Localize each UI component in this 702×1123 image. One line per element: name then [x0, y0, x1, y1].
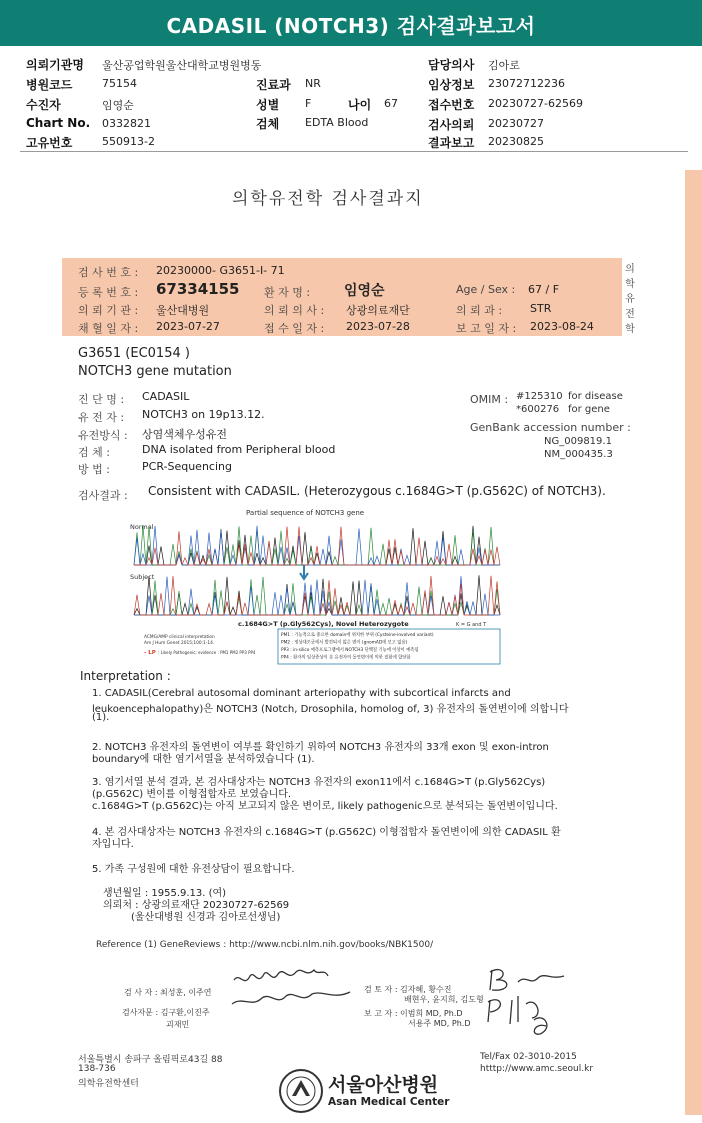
sample-label: 검 체 :: [78, 446, 110, 459]
result-label: 검사결과 :: [78, 489, 128, 502]
interp-3c: c.1684G>T (p.G562C)는 아직 보고되지 않은 변이로, likely pathogenic으로 분석되는 돌연변이입니다.: [92, 801, 558, 812]
collect-label: 채 혈 일 자 :: [78, 322, 139, 335]
uid-value: 550913-2: [102, 135, 155, 148]
address-3: 의학유전학센터: [78, 1079, 139, 1089]
agesex-value: 67 / F: [528, 283, 560, 296]
patient-name-value: 임영순: [344, 283, 385, 299]
patient-label: 수진자: [26, 98, 61, 112]
test-code: G3651 (EC0154 ): [78, 346, 190, 361]
report-title: CADASIL (NOTCH3) 검사결과보고서: [166, 14, 536, 38]
doctor-value: 김아로: [488, 59, 520, 72]
receive-value: 2023-07-28: [346, 320, 410, 333]
figure-legend: K = G and T: [456, 622, 487, 628]
tester: 검 사 자 : 최성훈, 이주연: [124, 988, 212, 997]
normal-label: Normal: [130, 523, 154, 531]
acmg-reference: Am J Hum Genet 2015;100:1-14.: [144, 641, 215, 646]
code-value: 75154: [102, 77, 137, 90]
genbank-2: NM_000435.3: [544, 449, 613, 460]
method-label: 방 법 :: [78, 463, 110, 476]
evidence-pm1: PM1 : 기능적으로 중요한 domain에 위치한 부위 (Cysteine-involved variant): [281, 633, 434, 638]
inst-value: 울산공업학원울산대학교병원병동: [102, 59, 262, 72]
method-value: PCR-Sequencing: [142, 460, 232, 473]
header-divider: [20, 151, 688, 152]
dept-label: 진료과: [256, 78, 291, 92]
reviewer-2: 배현우, 윤지희, 김도형: [404, 995, 484, 1004]
adviser-1: 검사자문 : 김구환,이진주: [122, 1008, 210, 1017]
request-label: 검사의뢰: [428, 118, 475, 132]
gene-value: NOTCH3 on 19p13.12.: [142, 408, 265, 421]
dx-value: CADASIL: [142, 390, 190, 403]
report-value: 20230825: [488, 135, 544, 148]
dx-label: 진 단 명 :: [78, 393, 125, 406]
doc-dept-value: STR: [530, 302, 552, 315]
omim-gene-note: for gene: [568, 404, 610, 415]
sex-label: 성별: [256, 98, 280, 112]
tel-fax: Tel/Fax 02-3010-2015: [480, 1052, 577, 1062]
side-label: 의학유전학: [625, 264, 635, 335]
evidence-pp4: PP4 : 환자의 임상증상이 본 유전자의 돌연변이에 의한 질환에 합당함: [281, 655, 411, 661]
requester: 의뢰처 : 상광의료재단 20230727-62569: [103, 900, 290, 911]
specimen-label: 검체: [256, 117, 280, 131]
reviewer-1: 검 토 자 : 김자혜, 황수진: [364, 985, 452, 994]
request-value: 20230727: [488, 117, 544, 130]
interp-1c: (1).: [92, 712, 110, 723]
address-1: 서울특별시 송파구 올림픽로43길 88: [78, 1055, 223, 1065]
interp-1b: leukoencephalopathy)은 NOTCH3 (Notch, Drosophila, homolog of, 3) 유전자의 돌연변이에 의합니다: [92, 704, 569, 715]
doc-inst-value: 울산대병원: [156, 304, 210, 317]
chart-value: 0332821: [102, 117, 151, 130]
subject-label: Subject: [130, 573, 155, 581]
adviser-2: 괴재민: [166, 1020, 190, 1029]
interpretation-title: Interpretation :: [80, 669, 171, 683]
patient-name-label: 환 자 명 :: [264, 286, 311, 299]
doc-title: 의학유전학 검사결과지: [232, 189, 424, 209]
clinical-label: 임상정보: [428, 78, 475, 92]
receipt-label: 접수번호: [428, 98, 475, 112]
receipt-value: 20230727-62569: [488, 97, 583, 110]
requester-detail: (울산대병원 신경과 김아로선생님): [131, 912, 281, 923]
agesex-label: Age / Sex :: [456, 283, 516, 296]
omim-gene: *600276: [516, 404, 560, 415]
doctor-label: 담당의사: [428, 58, 475, 72]
evidence-pp3: PP3 : in-silico 예측프로그램에서 NOTCH3 단백질 기능에 이상이 예측됨: [281, 648, 419, 653]
sequence-figure: [128, 505, 504, 665]
figure-caption: c.1684G>T (p.Gly562Cys), Novel Heterozygote: [238, 620, 409, 628]
interp-4b: 자입니다.: [92, 839, 134, 850]
inherit-label: 유전방식 :: [78, 429, 128, 442]
interp-5: 5. 가족 구성원에 대한 유전상담이 필요합니다.: [92, 864, 295, 875]
lp-evidence: : Likely Pathogenic; evidence : PM1 PM2 PP3 PP4: [158, 650, 256, 655]
birth-date: 생년월일 : 1955.9.13. (여): [103, 888, 227, 899]
clinical-value: 23072712236: [488, 77, 565, 90]
reg-no-label: 등 록 번 호 :: [78, 286, 139, 299]
subject-trace: [134, 575, 500, 615]
gene-label: 유 전 자 :: [78, 411, 125, 424]
sex-value: F: [305, 97, 312, 110]
interp-4a: 4. 본 검사대상자는 NOTCH3 유전자의 c.1684G>T (p.G562C) 이형접합자 돌연변이에 의한 CADASIL 환: [92, 827, 561, 838]
omim-disease-note: for disease: [568, 391, 623, 402]
report-label: 결과보고: [428, 136, 475, 150]
uid-label: 고유번호: [26, 136, 73, 150]
sample-value: DNA isolated from Peripheral blood: [142, 443, 336, 456]
doc-doctor-value: 상광의료재단: [346, 304, 410, 317]
evidence-pm2: PM2 : 정상대조군에서 발견되지 않은 변이 (gnomAD에 보고 없음): [281, 640, 408, 646]
hospital-name-kr: 서울아산병원: [328, 1074, 439, 1096]
doc-report-label: 보 고 일 자 :: [456, 322, 517, 335]
omim-label: OMIM :: [470, 393, 509, 406]
acmg-title: ACMG/AMP clinical interpretation: [144, 635, 215, 640]
genbank-label: GenBank accession number :: [470, 421, 631, 434]
collect-value: 2023-07-27: [156, 320, 220, 333]
reviewer-signature: [474, 960, 574, 1054]
reporter-1: 보 고 자 : 이범희 MD, Ph.D: [364, 1009, 463, 1018]
result-value: Consistent with CADASIL. (Heterozygous c.1684G>T (p.G562C) of NOTCH3).: [148, 484, 606, 498]
interp-3a: 3. 염기서열 분석 결과, 본 검사대상자는 NOTCH3 유전자의 exon11에서 c.1684G>T (p.Gly562Cys): [92, 777, 546, 788]
interp-2a: 2. NOTCH3 유전자의 돌연변이 여부를 확인하기 위하여 NOTCH3 유전자의 33개 exon 및 exon-intron: [92, 742, 549, 753]
specimen-value: EDTA Blood: [305, 116, 369, 129]
reg-no-value: 67334155: [156, 280, 240, 298]
omim-disease: #125310: [516, 391, 563, 402]
hospital-name-en: Asan Medical Center: [328, 1096, 450, 1108]
interp-1a: 1. CADASIL(Cerebral autosomal dominant arteriopathy with subcortical infarcts and: [92, 688, 511, 699]
figure-title: Partial sequence of NOTCH3 gene: [246, 509, 365, 517]
age-value: 67: [384, 97, 398, 110]
patient-value: 임영순: [102, 99, 134, 112]
age-label: 나이: [348, 98, 372, 112]
tester-signature: [230, 962, 370, 1016]
report-title-bar: [0, 0, 702, 46]
dept-value: NR: [305, 77, 321, 90]
test-no-label: 검 사 번 호 :: [78, 266, 139, 279]
receive-label: 접 수 일 자 :: [264, 322, 325, 335]
test-no-value: 20230000- G3651-I- 71: [156, 264, 285, 277]
chart-label: Chart No.: [26, 116, 91, 130]
lp-badge: - LP: [144, 650, 156, 656]
inst-label: 의뢰기관명: [26, 58, 84, 72]
doc-inst-label: 의 뢰 기 관 :: [78, 304, 139, 317]
reference: Reference (1) GeneReviews : http://www.ncbi.nlm.nih.gov/books/NBK1500/: [96, 940, 434, 950]
doc-doctor-label: 의 뢰 의 사 :: [264, 304, 325, 317]
mutation-arrow-icon: [300, 565, 308, 579]
website: htttp://www.amc.seoul.kr: [480, 1064, 594, 1074]
code-label: 병원코드: [26, 78, 73, 92]
interp-3b: (p.G562C) 변이를 이형접합자로 보였습니다.: [92, 789, 292, 800]
doc-dept-label: 의 뢰 과 :: [456, 304, 503, 317]
doc-report-value: 2023-08-24: [530, 320, 594, 333]
normal-trace: [134, 525, 500, 565]
address-2: 138-736: [78, 1064, 116, 1074]
genbank-1: NG_009819.1: [544, 436, 612, 447]
inherit-value: 상염색체우성유전: [142, 428, 228, 441]
interp-2b: boundary에 대한 염기서열을 분석하였습니다 (1).: [92, 754, 315, 765]
asan-foundation-logo-icon: [278, 1068, 324, 1114]
test-name: NOTCH3 gene mutation: [78, 364, 232, 379]
right-margin-band: [685, 170, 702, 1115]
reporter-2: 서용주 MD, Ph.D: [408, 1019, 471, 1028]
